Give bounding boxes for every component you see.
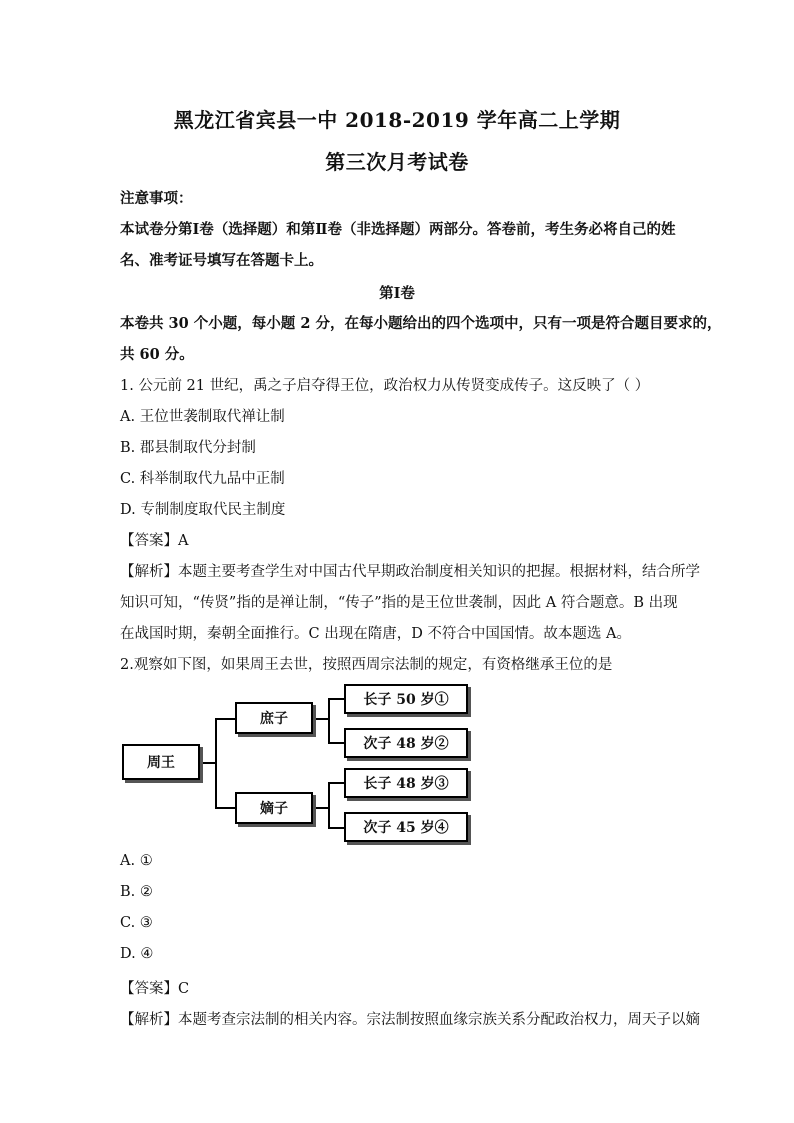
leaf-box-3: 长子 48 岁③ <box>344 768 468 798</box>
q2-option-d: D. ④ <box>120 946 154 962</box>
connector-line <box>200 762 216 764</box>
root-box: 周王 <box>122 744 200 780</box>
q2-analysis-1: 【解析】本题考查宗法制的相关内容。宗法制按照血缘宗族关系分配政治权力，周天子以嫡 <box>120 1012 700 1028</box>
section-desc-1: 本卷共 30 个小题，每小题 2 分，在每小题给出的四个选项中，只有一项是符合题目要求的， <box>120 315 722 332</box>
leaf-box-1: 长子 50 岁① <box>344 684 468 714</box>
q1-option-b: B. 郡县制取代分封制 <box>120 440 256 456</box>
connector-line <box>313 807 329 809</box>
connector-line <box>215 718 217 808</box>
connector-line <box>328 742 344 744</box>
connector-line <box>215 807 235 809</box>
leaf-box-2: 次子 48 岁② <box>344 728 468 758</box>
q1-analysis-2: 知识可知，“传贤”指的是禅让制，“传子”指的是王位世袭制，因此 A 符合题意。B 出现 <box>120 595 678 611</box>
q1-option-d: D. 专制制度取代民主制度 <box>120 502 286 518</box>
inheritance-diagram <box>118 678 478 848</box>
connector-line <box>215 718 235 720</box>
exam-title: 黑龙江省宾县一中 2018-2019 学年高二上学期 <box>173 108 621 132</box>
section-desc-2: 共 60 分。 <box>120 346 194 363</box>
leaf-box-4: 次子 45 岁④ <box>344 812 468 842</box>
q1-analysis-1: 【解析】本题主要考查学生对中国古代早期政治制度相关知识的把握。根据材料，结合所学 <box>120 564 700 580</box>
connector-line <box>328 698 330 743</box>
connector-line <box>328 698 344 700</box>
notice-text-2: 名、准考证号填写在答题卡上。 <box>120 252 323 269</box>
q2-option-a: A. ① <box>120 853 153 869</box>
q1-option-a: A. 王位世袭制取代禅让制 <box>120 409 285 425</box>
section-title: 第Ⅰ卷 <box>379 285 415 302</box>
connector-line <box>313 718 329 720</box>
q1-option-c: C. 科举制取代九品中正制 <box>120 471 285 487</box>
connector-line <box>328 782 344 784</box>
connector-line <box>328 827 344 829</box>
q1-analysis-3: 在战国时期，秦朝全面推行。C 出现在隋唐，D 不符合中国国情。故本题选 A。 <box>120 626 632 642</box>
q2-option-b: B. ② <box>120 884 153 900</box>
q1-stem: 1. 公元前 21 世纪，禹之子启夺得王位，政治权力从传贤变成传子。这反映了（ ） <box>120 378 650 394</box>
q1-answer: 【答案】A <box>120 533 189 549</box>
connector-line <box>328 782 330 828</box>
q2-answer: 【答案】C <box>120 981 190 997</box>
notice-heading: 注意事项： <box>120 190 193 207</box>
exam-subtitle: 第三次月考试卷 <box>325 150 469 174</box>
branch-box-top: 庶子 <box>235 702 313 734</box>
branch-box-bottom: 嫡子 <box>235 792 313 824</box>
q2-option-c: C. ③ <box>120 915 153 931</box>
notice-text-1: 本试卷分第Ⅰ卷（选择题）和第Ⅱ卷（非选择题）两部分。答卷前，考生务必将自己的姓 <box>120 221 676 238</box>
q2-stem: 2.观察如下图，如果周王去世，按照西周宗法制的规定，有资格继承王位的是 <box>120 657 613 673</box>
